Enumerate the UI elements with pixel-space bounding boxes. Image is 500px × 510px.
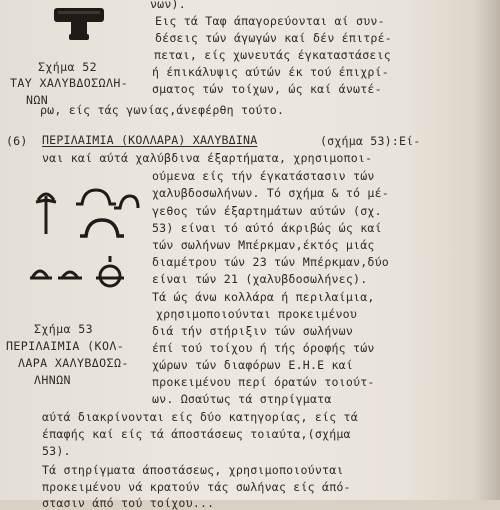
text-line: ων. Ωσαύτως τά στηρίγματα [152, 392, 332, 406]
text-line: έπί τού τοίχου ή τής όροφής τών [152, 341, 375, 355]
figure52-caption-2: ΤΑΥ ΧΑΛΥΒΔΟΣΩΛΗ- [10, 76, 129, 90]
text-line: νων). [150, 0, 186, 11]
text-line: γεθος τών έξαρτημάτων αύτών (σχ. [152, 204, 382, 218]
text-line: χαλυβδοσωλήνων. Τό σχήμα & τό μέ- [152, 186, 389, 200]
text-line: στασιν άπό τού τοίχου... [42, 496, 215, 510]
section-heading: ΠΕΡΙΛΑΙΜΙΑ (ΚΟΛΛΑΡΑ) ΧΑΛΥΒΔΙΝΑ [42, 133, 258, 147]
text-line: πεται, είς χωνευτάς έγκαταστάσεις [154, 48, 391, 62]
text-line: αύτά διακρίνονται είς δύο κατηγορίας, είς τά [42, 410, 358, 424]
figure52-caption-3: ΝΩΝ [26, 93, 49, 107]
section-number: (6) [6, 134, 28, 148]
text-line: έπαφής καί είς τά άποστάσεως τοιαύτα,(σχήμα [42, 427, 351, 441]
figure52-caption-1: Σχήμα 52 [38, 60, 98, 74]
page-edge-shadow [474, 0, 500, 500]
text-line: ούμενα είς τήν έγκατάστασιν τών [152, 169, 375, 183]
text-line: σματος τών τοίχων, ώς καί άνωτέ- [152, 82, 382, 96]
text-line: προκειμένου περί όρατών τοιούτ- [152, 375, 375, 389]
text-line: διαμέτρου τών 23 τών Μπέρκμαν,δύο [152, 255, 389, 269]
text-line: Τά στηρίγματα άποστάσεως, χρησιμοποιούνται [42, 463, 344, 477]
text-line: ή έπικάλυψις αύτών έκ τού έπιχρί- [152, 65, 389, 79]
text-line: τών σωλήνων Μπέρκμαν,έκτός μιάς [152, 238, 375, 252]
text-line: είναι τών 21 (χαλυβδοσωλήνες). [152, 272, 368, 286]
text-line: προκειμένου νά κρατούν τάς σωλήνας είς άπό- [42, 480, 351, 494]
text-line: χρησιμοποιούνται προκειμένου [156, 307, 358, 321]
text-line: ρω, είς τάς γωνίας,άνεφέρθη τούτο. [40, 103, 285, 117]
tee-fitting-figure [52, 2, 108, 48]
text-line: Εις τά Ταφ άπαγορεύονται αί συν- [155, 14, 385, 28]
text-line: Τά ώς άνω κολλάρα ή περιλαίμια, [152, 290, 375, 304]
text-line: 53). [42, 444, 71, 458]
text-line: διά τήν στήριξιν τών σωλήνων [152, 324, 354, 338]
text-line: 53) είναι τό αύτό άκριβώς ώς καί [152, 221, 382, 235]
text-line: ναι καί αύτά χαλύβδινα έξαρτήματα, χρησιμοποι- [42, 151, 373, 165]
figure53-caption-4: ΛΗΝΩΝ [34, 373, 71, 387]
figure53-caption-3: ΛΑΡΑ ΧΑΛΥΒΔΟΣΩ- [18, 356, 129, 370]
figure53-caption-1: Σχήμα 53 [34, 322, 94, 336]
pipe-clamps-figure [30, 186, 140, 296]
figure53-caption-2: ΠΕΡΙΛΑΙΜΙΑ (ΚΟΛ- [6, 339, 125, 353]
section-heading-rest: (σχήμα 53):Εί- [320, 134, 421, 148]
text-line: δέσεις τών άγωγών καί δέν έπιτρέ- [155, 31, 392, 45]
text-line: χώρων τών διαφόρων Ε.Η.Ε καί [152, 358, 354, 372]
